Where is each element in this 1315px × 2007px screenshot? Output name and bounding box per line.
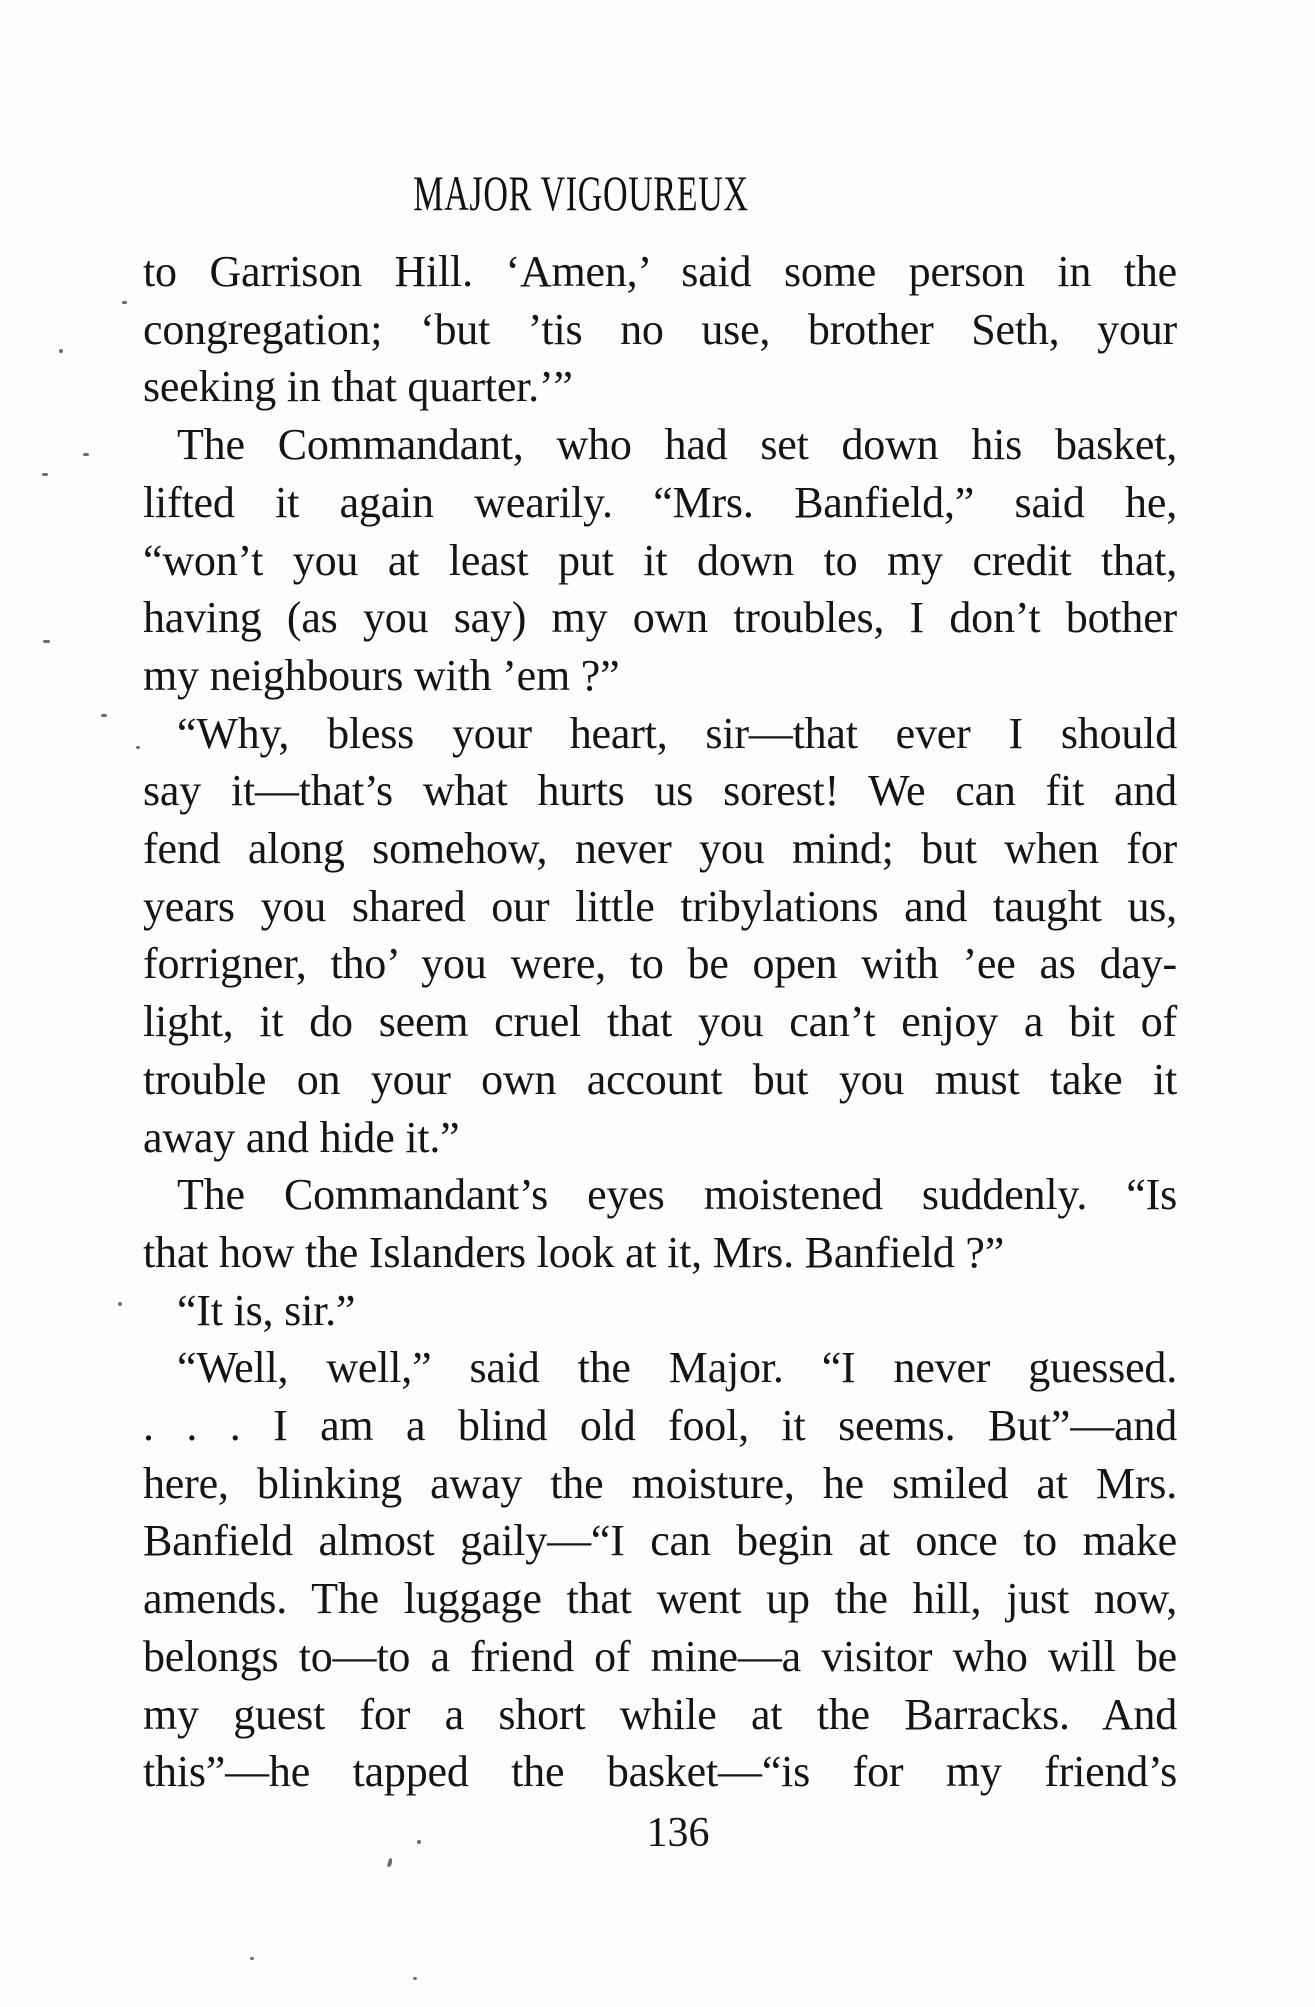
text-line: forrigner, tho’ you were, to be open with ’ee as day- bbox=[143, 939, 1177, 989]
text-line: fend along somehow, never you mind; but when for bbox=[143, 824, 1177, 874]
text-line: The Commandant’s eyes moistened suddenly. “Is bbox=[177, 1170, 1177, 1220]
scan-speck bbox=[136, 746, 140, 749]
text-line: The Commandant, who had set down his basket, bbox=[177, 420, 1177, 470]
text-line: “Well, well,” said the Major. “I never guessed. bbox=[177, 1343, 1177, 1393]
scan-speck bbox=[387, 1858, 393, 1868]
text-line: years you shared our little tribylations and taught us, bbox=[143, 881, 1177, 931]
scan-speck bbox=[413, 1977, 417, 1980]
text-line: my neighbours with ’em ?” bbox=[143, 650, 620, 700]
text-line: seeking in that quarter.’” bbox=[143, 362, 573, 412]
text-line: to Garrison Hill. ‘Amen,’ said some person in the bbox=[143, 247, 1177, 296]
scan-speck bbox=[59, 349, 63, 353]
text-line: . . . I am a blind old fool, it seems. But”—and bbox=[143, 1401, 1177, 1451]
scan-speck bbox=[101, 714, 107, 717]
text-line: “won’t you at least put it down to my credit that, bbox=[143, 535, 1177, 585]
text-line: lifted it again wearily. “Mrs. Banfield,” said he, bbox=[143, 477, 1177, 527]
text-line: light, it do seem cruel that you can’t enjoy a bit of bbox=[143, 997, 1177, 1047]
text-line: belongs to—to a friend of mine—a visitor who will be bbox=[143, 1631, 1177, 1681]
text-line: this”—he tapped the basket—“is for my friend’s bbox=[143, 1747, 1177, 1797]
scan-speck bbox=[83, 453, 89, 456]
text-line: “It is, sir.” bbox=[177, 1285, 356, 1335]
scan-speck bbox=[122, 301, 127, 304]
text-line: trouble on your own account but you must take it bbox=[143, 1054, 1177, 1104]
text-line: “Why, bless your heart, sir—that ever I should bbox=[177, 708, 1177, 758]
scan-speck bbox=[417, 1840, 421, 1844]
scan-speck bbox=[42, 473, 48, 476]
text-line: say it—that’s what hurts us sorest! We can fit and bbox=[143, 766, 1177, 816]
text-line: Banfield almost gaily—“I can begin at once to make bbox=[143, 1516, 1177, 1566]
scan-speck bbox=[250, 1957, 254, 1960]
text-line: my guest for a short while at the Barracks. And bbox=[143, 1689, 1177, 1739]
scan-speck bbox=[43, 640, 50, 643]
page-number: 136 bbox=[646, 1810, 710, 1856]
scan-speck bbox=[118, 1302, 122, 1306]
text-line: amends. The luggage that went up the hill, just now, bbox=[143, 1574, 1177, 1624]
text-line: here, blinking away the moisture, he smiled at Mrs. bbox=[143, 1458, 1177, 1508]
text-block bbox=[143, 243, 1177, 1801]
running-head: MAJOR VIGOUREUX bbox=[413, 165, 749, 221]
text-line: congregation; ‘but ’tis no use, brother Seth, your bbox=[143, 304, 1177, 354]
text-line: having (as you say) my own troubles, I don’t bother bbox=[143, 593, 1177, 643]
text-line: away and hide it.” bbox=[143, 1112, 460, 1162]
text-line: that how the Islanders look at it, Mrs. Banfield ?” bbox=[143, 1227, 1005, 1277]
